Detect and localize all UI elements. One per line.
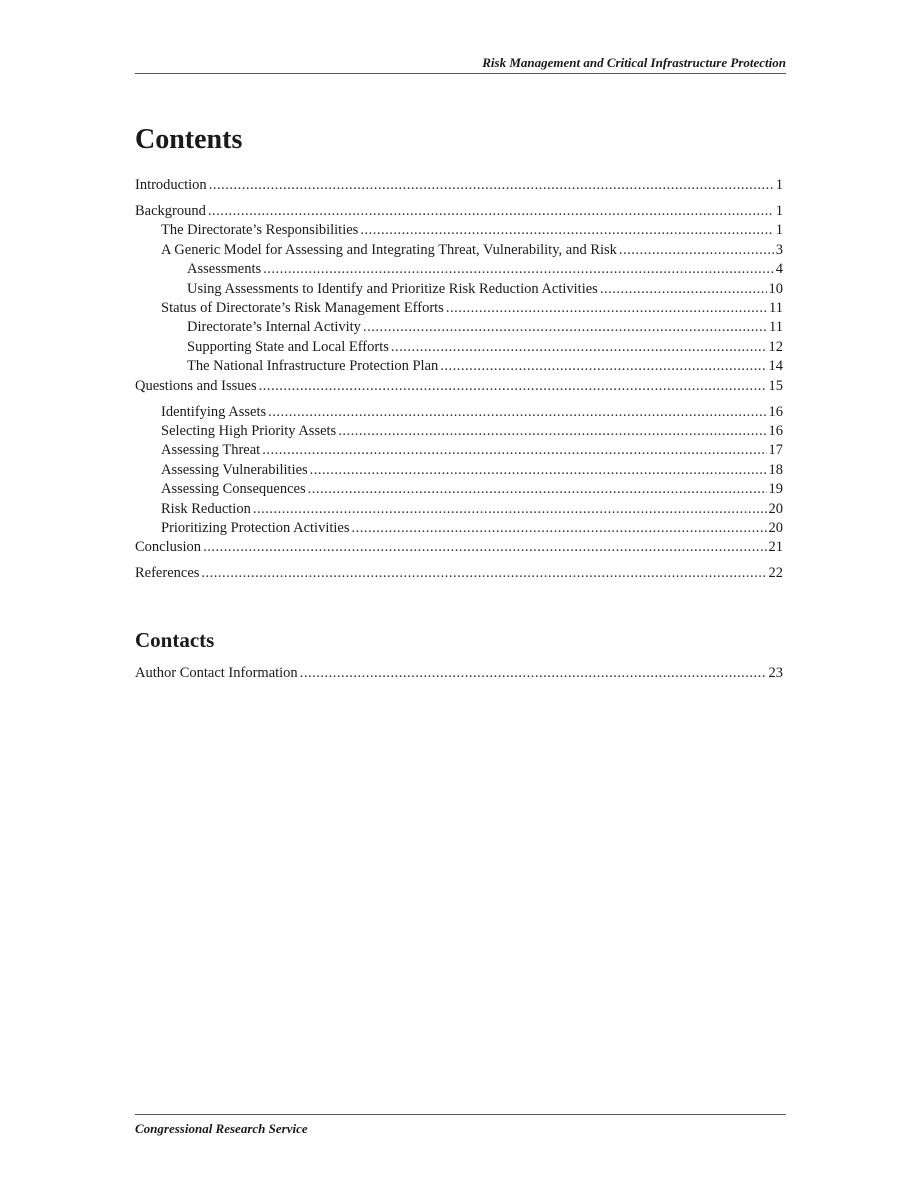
toc-entry-selecting-priority-assets[interactable] xyxy=(135,422,783,441)
toc-entry-assessing-consequences[interactable] xyxy=(135,480,783,499)
dot-leader xyxy=(446,299,767,318)
toc-entry-title: Background xyxy=(135,203,206,220)
toc-entry-page: 11 xyxy=(769,319,783,336)
dot-leader xyxy=(338,422,766,441)
running-header xyxy=(135,55,786,74)
toc-entry-title: Introduction xyxy=(135,177,207,193)
contents-heading: Contents xyxy=(135,124,243,155)
table-of-contents xyxy=(135,176,783,584)
toc-entry-assessing-threat[interactable] xyxy=(135,441,783,460)
toc-entry-identifying-assets[interactable] xyxy=(135,403,783,422)
toc-entry-title: A Generic Model for Assessing and Integrating Threat, Vulnerability, and Risk xyxy=(161,241,617,258)
toc-entry-page: 23 xyxy=(768,665,783,681)
toc-entry-prioritizing-protection[interactable] xyxy=(135,519,783,538)
toc-entry-state-local-efforts[interactable] xyxy=(135,338,783,357)
toc-entry-internal-activity[interactable] xyxy=(135,318,783,337)
toc-entry-page: 14 xyxy=(768,358,783,375)
toc-entry-risk-reduction[interactable] xyxy=(135,500,783,519)
dot-leader xyxy=(600,280,767,299)
dot-leader xyxy=(263,260,774,279)
toc-entry-page: 16 xyxy=(768,403,783,420)
toc-entry-introduction[interactable] xyxy=(135,176,783,195)
running-title: Risk Management and Critical Infrastructure Protection xyxy=(482,55,786,70)
toc-entry-page: 19 xyxy=(768,481,783,498)
dot-leader xyxy=(262,441,766,460)
dot-leader xyxy=(310,461,767,480)
toc-entry-page: 11 xyxy=(769,300,783,317)
toc-entry-title: Identifying Assets xyxy=(161,403,267,420)
toc-entry-title: Risk Reduction xyxy=(161,500,251,517)
toc-entry-title: Selecting High Priority Assets xyxy=(161,423,337,440)
toc-entry-page: 15 xyxy=(768,377,783,394)
toc-entry-conclusion[interactable] xyxy=(135,538,783,557)
toc-entry-page: 22 xyxy=(768,565,783,582)
toc-entry-page: 1 xyxy=(775,203,783,220)
toc-entry-title: Assessing Threat xyxy=(161,442,261,459)
toc-entry-page: 20 xyxy=(768,500,783,517)
toc-entry-assessing-vulnerabilities[interactable] xyxy=(135,461,783,480)
toc-entry-page: 21 xyxy=(768,539,783,556)
toc-entry-page: 1 xyxy=(775,222,783,239)
toc-entry-page: 4 xyxy=(775,261,783,278)
dot-leader xyxy=(308,480,767,499)
dot-leader xyxy=(201,564,766,583)
contacts-heading: Contacts xyxy=(135,628,215,652)
toc-entry-assessments[interactable] xyxy=(135,260,783,279)
toc-entry-page: 10 xyxy=(768,280,783,297)
toc-entry-references[interactable] xyxy=(135,564,783,583)
dot-leader xyxy=(209,176,774,195)
toc-entry-status-of-efforts[interactable] xyxy=(135,299,783,318)
contacts-list xyxy=(135,664,783,683)
toc-entry-page: 3 xyxy=(775,241,783,258)
toc-entry-title: Assessments xyxy=(187,261,262,278)
toc-entry-page: 18 xyxy=(768,461,783,478)
page-footer xyxy=(135,1114,786,1136)
toc-entry-title: Assessing Consequences xyxy=(161,481,306,498)
dot-leader xyxy=(208,202,774,221)
toc-entry-title: Supporting State and Local Efforts xyxy=(187,338,389,355)
toc-entry-background[interactable] xyxy=(135,202,783,221)
toc-entry-directorates-responsibilities[interactable] xyxy=(135,221,783,240)
toc-entry-title: Status of Directorate’s Risk Management Efforts xyxy=(161,300,444,317)
toc-entry-using-assessments[interactable] xyxy=(135,280,783,299)
toc-entry-page: 16 xyxy=(768,423,783,440)
toc-entry-questions-issues[interactable] xyxy=(135,377,783,396)
toc-entry-title: Using Assessments to Identify and Prioritize Risk Reduction Activities xyxy=(187,280,598,297)
dot-leader xyxy=(253,500,767,519)
toc-entry-title: Assessing Vulnerabilities xyxy=(161,461,308,478)
toc-entry-page: 17 xyxy=(768,442,783,459)
toc-entry-title: Prioritizing Protection Activities xyxy=(161,520,350,537)
dot-leader xyxy=(363,318,767,337)
dot-leader xyxy=(268,403,766,422)
toc-entry-title: Conclusion xyxy=(135,539,202,556)
dot-leader xyxy=(619,241,774,260)
toc-entry-author-contact[interactable] xyxy=(135,664,783,683)
dot-leader xyxy=(300,664,767,683)
toc-entry-title: Author Contact Information xyxy=(135,665,298,681)
toc-entry-title: References xyxy=(135,565,200,582)
footer-text: Congressional Research Service xyxy=(135,1121,308,1136)
toc-entry-title: The Directorate’s Responsibilities xyxy=(161,222,359,239)
toc-entry-title: Directorate’s Internal Activity xyxy=(187,319,361,336)
toc-entry-generic-model[interactable] xyxy=(135,241,783,260)
toc-entry-nipp[interactable] xyxy=(135,357,783,376)
toc-entry-title: The National Infrastructure Protection Plan xyxy=(187,358,439,375)
toc-entry-page: 12 xyxy=(768,338,783,355)
dot-leader xyxy=(259,377,767,396)
toc-entry-page: 20 xyxy=(768,520,783,537)
toc-entry-page: 1 xyxy=(775,177,783,193)
dot-leader xyxy=(391,338,767,357)
dot-leader xyxy=(351,519,766,538)
toc-entry-title: Questions and Issues xyxy=(135,377,257,394)
dot-leader xyxy=(203,538,766,557)
dot-leader xyxy=(360,221,773,240)
dot-leader xyxy=(440,357,766,376)
